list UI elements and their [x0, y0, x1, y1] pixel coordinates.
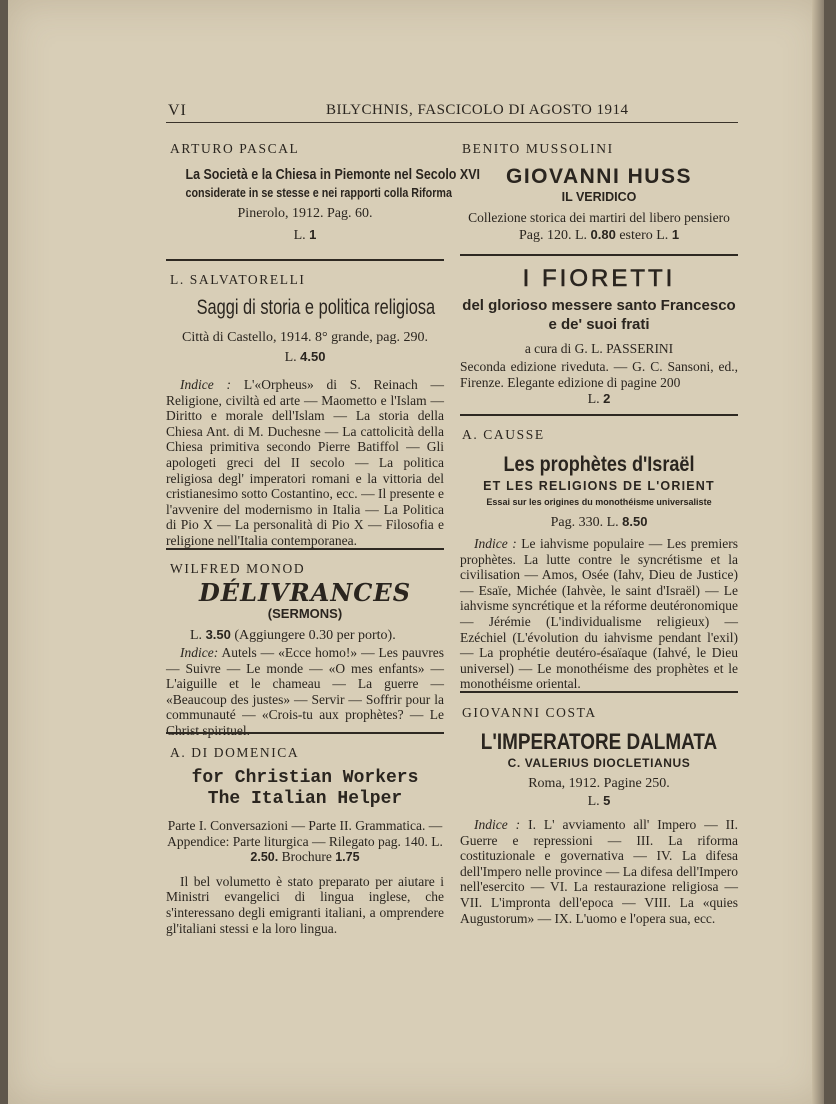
index-label: Indice : — [180, 377, 232, 392]
book-title: Les prophètes d'Israël — [503, 453, 695, 476]
price: 0.80 — [590, 227, 616, 242]
price: 3.50 — [205, 627, 231, 642]
book-title: L'IMPERATORE DALMATA — [480, 729, 718, 754]
book-subtitle-2: e de' suoi frati — [548, 316, 650, 333]
publication-info: Parte I. Conversazioni — Parte II. Grammatica. — Appendice: Parte liturgica — Rilegato pag. 140. L. 2.50. Brochure 1.75 — [167, 818, 443, 865]
price: 2 — [603, 391, 611, 407]
listing-pascal — [166, 140, 480, 245]
book-subtitle: del glorioso messere santo Francesco — [462, 297, 736, 314]
author: GIOVANNI COSTA — [462, 705, 597, 720]
index-label: Indice : — [474, 817, 521, 832]
price-line: Pag. 120. L. 0.80 estero L. 1 — [518, 227, 680, 243]
index-label: Indice: — [180, 645, 219, 660]
separator — [460, 691, 738, 693]
author: A. DI DOMENICA — [170, 745, 300, 760]
separator — [166, 548, 444, 550]
price: 1 — [309, 227, 317, 242]
book-tagline: Essai sur les origines du monothéisme universaliste — [486, 497, 712, 508]
price-prefix: L. — [293, 228, 306, 243]
book-title: for Christian Workers — [191, 768, 419, 788]
price-prefix: L. — [190, 628, 203, 643]
price-prefix: L. — [284, 350, 297, 365]
separator — [460, 254, 738, 256]
book-subtitle: considerate in se stesse e nei rapporti colla Riforma — [185, 186, 452, 200]
description: Il bel volumetto è stato preparato per aiutare i Ministri evangelici di lingua inglese, che s'interessano degli emigranti italiani, a omprendere gl'italiani stessi e la loro lingua. — [166, 873, 444, 936]
editor: a cura di G. L. PASSERINI — [524, 341, 674, 356]
price: 2.50. — [250, 850, 279, 865]
listing-monod — [166, 560, 444, 739]
author: L. SALVATORELLI — [170, 272, 306, 287]
price-line — [166, 626, 444, 645]
index-text: Indice: Autels — «Ecce homo!» — Les pauvres — Suivre — Le monde — «O mes enfants» — L'aiguille et le chameau — La guerre — «Beaucoup des justes» — Servir — Soffrir pour la communauté — «Crois-tu aux prophètes? — Le Christ spirituel. — [166, 645, 444, 738]
publication-info: Pinerolo, 1912. Pag. 60. — [237, 206, 373, 221]
separator — [460, 414, 738, 416]
listing-salvatorelli — [166, 271, 444, 549]
author: A. CAUSSE — [462, 427, 545, 442]
page-number: VI — [168, 102, 187, 119]
index-text: Indice : Le iahvisme populaire — Les premiers prophètes. La lutte contre le syncrétisme et la civilisation — Amos, Osée (Iahv, Dieu de Justice) — Esaïe, Michée (Iahvèe, le saint d'Israël) — Le iahvisme syncrétique et la réforme deutéronomique — Jérémie (L'individualisme religieux) — Ezéchiel (L'évolution du iahvisme pendant l'exil) — La prophétie deutéro-ésaïaque (Iahvé, le Dieu universel) — Le monothéisme des prophètes et le monothéisme oriental. — [460, 536, 739, 692]
header-rule — [166, 122, 738, 123]
price-note: (Aggiungere 0.30 per porto). — [234, 628, 396, 643]
book-title: La Società e la Chiesa in Piemonte nel Secolo XVI — [185, 167, 480, 183]
price-line: Pag. 330. L. 8.50 — [550, 514, 648, 530]
separator — [166, 732, 444, 734]
listing-costa — [460, 704, 738, 926]
book-subtitle: C. VALERIUS DIOCLETIANUS — [507, 756, 691, 770]
price-line — [166, 226, 444, 245]
index-label: Indice : — [474, 536, 517, 551]
listing-causse — [460, 426, 738, 692]
publication-info: Collezione storica dei martiri del libero pensiero — [468, 210, 730, 225]
author: BENITO MUSSOLINI — [462, 141, 614, 156]
author: ARTURO PASCAL — [170, 141, 300, 156]
price-line — [166, 348, 444, 367]
book-title-2: The Italian Helper — [207, 789, 403, 809]
book-subtitle: IL VERIDICO — [561, 190, 637, 204]
listing-domenica — [166, 744, 444, 936]
price: 8.50 — [622, 514, 648, 529]
book-subtitle: ET LES RELIGIONS DE L'ORIENT — [483, 479, 715, 493]
brochure-price: 1.75 — [335, 850, 360, 865]
book-title: DÉLIVRANCES — [198, 578, 412, 607]
book-title: GIOVANNI HUSS — [506, 165, 692, 188]
price: 5 — [603, 793, 611, 808]
listing-fioretti — [460, 264, 738, 409]
author: WILFRED MONOD — [170, 561, 306, 576]
index-text: Indice : L'«Orpheus» di S. Reinach — Religione, civiltà ed arte — Maometto e l'Islam — Diritto e morale dell'Islam — La storia della Chiesa Ant. di M. Duchesne — La cattolicità della Chiesa primitiva secondo Pierre Batiffol — Gli apologeti greci del II secolo — La politica religiosa degl' imperatori romani e la vittoria del cristianesimo sotto Costantino, ecc. — Il presente e l'avvenire del modernismo in Italia — La Politica di Pio X — La personalità di Pio X — Filosofia e religione nell'Italia contemporanea. — [166, 377, 444, 548]
price: 4.50 — [300, 349, 326, 364]
running-header: BILYCHNIS, FASCICOLO DI AGOSTO 1914 — [326, 102, 629, 118]
publication-info: Città di Castello, 1914. 8° grande, pag. 290. — [182, 330, 428, 345]
index-text: Indice : I. L' avviamento all' Impero — II. Guerre e repressioni — III. La riforma costituzionale e governativa — IV. La difesa dell'Impero nelle province — La difesa dell'Impero nell'esercito — VI. La restaurazione religiosa — VII. L'impronta dell'epoca — VIII. La «quies Augustorum» — IX. L'uomo e l'opera sua, ecc. — [460, 817, 739, 926]
publication-info: Seconda edizione riveduta. — G. C. Sansoni, ed., Firenze. Elegante edizione di pagine 200 — [460, 359, 738, 390]
book-title: I FIORETTI — [522, 265, 676, 292]
price-line: L. 2 — [587, 391, 611, 408]
price-line: L. 5 — [587, 793, 611, 809]
book-title: Saggi di storia e politica religiosa — [196, 296, 436, 319]
publication-info: Roma, 1912. Pagine 250. — [528, 776, 670, 791]
listing-mussolini — [460, 140, 738, 245]
separator — [166, 259, 444, 261]
page-edge — [812, 0, 824, 1104]
price-estero: 1 — [671, 227, 680, 242]
book-subtitle: (SERMONS) — [267, 606, 343, 621]
